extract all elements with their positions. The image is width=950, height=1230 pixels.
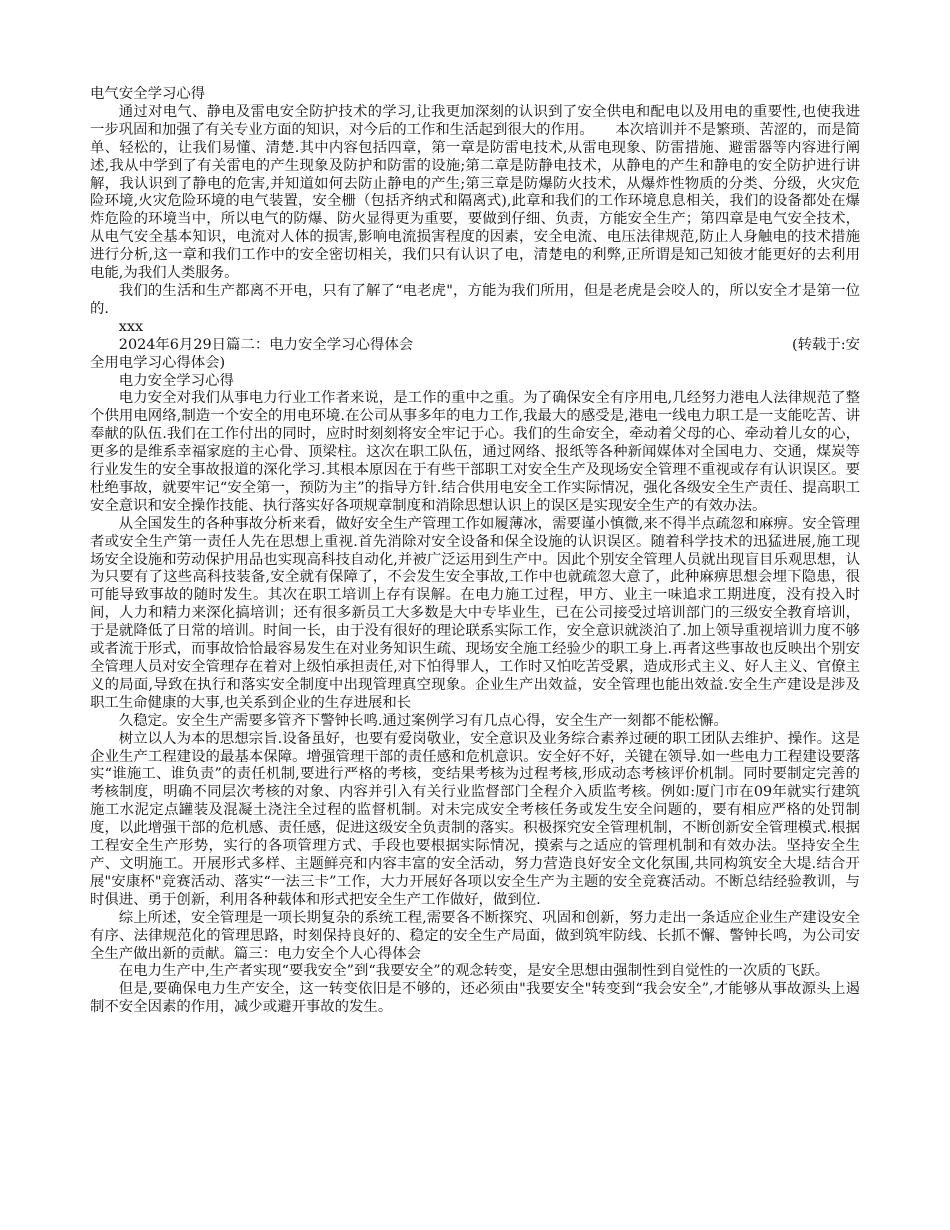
document-body (90, 86, 860, 1017)
section-title-2: 电力安全学习心得 (118, 372, 234, 389)
paragraph-1: 通过对电气、静电及雷电安全防护技术的学习,让我更加深刻的认识到了安全供电和配电以及用电的重要性,也使我进一步巩固和加强了有关专业方面的知识，对今后的工作和生活起到很大的作用。 本次培训并不是繁琐、苦涩的，而是简单、轻松的，让我们易懂、清楚.其中内容包括四章，第一章是防雷电技术,从雷电现象、防雷措施、避雷器等内容进行阐述,我从中学到了有关雷电的产生现象及防护和防雷的设施;第二章是防静电技术，从静电的产生和静电的安全防护进行讲解，我认识到了静电的危害,并知道如何去防止静电的产生;第三章是防爆防火技术，从爆炸性物质的分类、分级，火灾危险环境,火灾危险环境的电气装置，安全栅（包括齐纳式和隔离式),此章和我们的工作环境息息相关，我们的设备都处在爆炸危险的环境当中，所以电气的防爆、防火显得更为重要，要做到仔细、负责，方能安全生产；第四章是电气安全技术，从电气安全基本知识，电流对人体的损害,影响电流损害程度的因素，安全电流、电压法律规范,防止人身触电的技术措施进行分析,这一章和我们工作中的安全密切相关，我们只有认识了电，清楚电的利弊,正所谓是知己知彼才能更好的去利用电能,为我们人类服务。 (90, 103, 860, 282)
doc-title: 电气安全学习心得 (90, 86, 206, 102)
paragraph-2: 我们的生活和生产都离不开电，只有了解了“电老虎"，方能为我们所用，但是老虎是会咬人的，所以安全才是第一位的. (90, 282, 860, 317)
paragraph-7: 综上所述，安全管理是一项长期复杂的系统工程,需要各不断探究、巩固和创新，努力走出一条适应企业生产建设安全有序、法律规范化的管理思路，时刻保持良好的、稳定的安全生产局面，做到筑牢防线、长抓不懈、警钟长鸣，为公司安全生产做出新的贡献。篇三：电力安全个人心得体会 (90, 909, 860, 962)
reprint-note-continued: 全用电学习心得体会) (90, 354, 226, 371)
paragraph-5: 久稳定。安全生产需要多管齐下警钟长鸣.通过案例学习有几点心得，安全生产一刻都不能松懈。 (118, 712, 728, 729)
paragraph-6: 树立以人为本的思想宗旨.设备虽好，也要有爱岗敬业，安全意识及业务综合素养过硬的职工团队去维护、操作。这是企业生产工程建设的最基本保障。增强管理干部的责任感和危机意识。安全好不好，关键在领导.如一些电力工程建设要落实“谁施工、谁负责”的责任机制,要进行严格的考核，变结果考核为过程考核,形成动态考核评价机制。同时要制定完善的考核制度，明确不同层次考核的对象、内容并引入有关行业监督部门全程介入质监考核。例如:厦门市在09年就实行建筑施工水泥定点罐装及混凝土浇注全过程的监督机制。对未完成安全考核任务或发生安全问题的，要有相应严格的处罚制度，以此增强干部的危机感、责任感，促进这级安全负责制的落实。积极探究安全管理机制，不断创新安全管理模式.根据工程安全生产形势，实行的各项管理方式、手段也要根据实际情况，摸索与之适应的管理机制和有效办法。坚持安全生产、文明施工。开展形式多样、主题鲜亮和内容丰富的安全活动，努力营造良好安全文化氛围,共同构筑安全大堤.结合开展"安康杯"竞赛活动、落实“一法三卡”工作，大力开展好各项以安全生产为主题的安全竞赛活动。不断总结经验教训，与时俱进、勇于创新，利用各种载体和形式把安全生产工作做好，做到位. (90, 730, 860, 908)
paragraph-9: 但是,要确保电力生产安全，这一转变依旧是不够的，还必须由"我要安全"转变到“我会安全”,才能够从事故源头上遏制不安全因素的作用，减少或避开事故的发生。 (90, 981, 860, 1016)
paragraph-3: 电力安全对我们从事电力行业工作者来说，是工作的重中之重。为了确保安全有序用电,几经努力港电人法律规范了整个供用电网络,制造一个安全的用电环境.在公司从事多年的电力工作,我最大的感受是,港电一线电力职工是一支能吃苦、讲奉献的队伍.我们在工作付出的同时，应时时刻刻将安全牢记于心。我们的生命安全，牵动着父母的心、牵动着儿女的心，更多的是维系幸福家庭的主心骨、顶梁柱。这次在职工队伍，通过网络、报纸等各种新闻媒体对全国电力、交通，煤炭等行业发生的安全事故报道的深化学习.其根本原因在于有些干部职工对安全生产及现场安全管理不重视或存有认识误区。要杜绝事故，就要牢记“安全第一，预防为主”的指导方针.结合供用电安全工作实际情况，强化各级安全生产责任、提高职工安全意识和安全操作技能、执行落实好各项规章制度和消除思想认识上的误区是实现安全生产的有效办法。 (90, 390, 860, 514)
reprint-note: (转载于:安 (791, 336, 860, 353)
signature: xxx (118, 318, 144, 335)
date-line: 2024年6月29日篇二：电力安全学习心得体会 (118, 336, 414, 353)
paragraph-8: 在电力生产中,生产者实现“要我安全”到“我要安全”的观念转变，是安全思想由强制性到自觉性的一次质的飞跃。 (118, 963, 830, 980)
paragraph-4: 从全国发生的各种事故分析来看，做好安全生产管理工作如履薄冰，需要谨小慎微,来不得半点疏忽和麻痹。安全管理者或安全生产第一责任人先在思想上重视.首先消除对安全设备和保全设施的认识误区。随着科学技术的迅猛进展,施工现场安全设施和劳动保护用品也实现高科技自动化,并被广泛运用到生产中。因此个别安全管理人员就出现盲目乐观思想，认为只要有了这些高科技装备,安全就有保障了，不会发生安全事故,工作中也就疏忽大意了，此种麻痹思想会埋下隐患，很可能导致事故的随时发生。其次在职工培训上存有误解。在电力施工过程，甲方、业主一味追求工期进度，没有投入时间，人力和精力来深化搞培训；还有很多新员工大多数是大中专毕业生，已在公司接受过培训部门的三级安全教育培训，于是就降低了日常的培训。时间一长，由于没有很好的理论联系实际工作，安全意识就淡泊了.加上领导重视培训力度不够或者流于形式，而事故恰恰最容易发生在对业务知识生疏、现场安全施工经验少的职工身上.再者这些事故也反映出个别安全管理人员对安全管理存在着对上级怕承担责任,对下怕得罪人，工作时又怕吃苦受累，造成形式主义、好人主义、官僚主义的局面,导致在执行和落实安全制度中出现管理真空现象。企业生产出效益，安全管理也能出效益.安全生产建设是涉及职工生命健康的大事,也关系到企业的生存进展和长 (90, 515, 860, 711)
date-line-row (90, 337, 860, 355)
